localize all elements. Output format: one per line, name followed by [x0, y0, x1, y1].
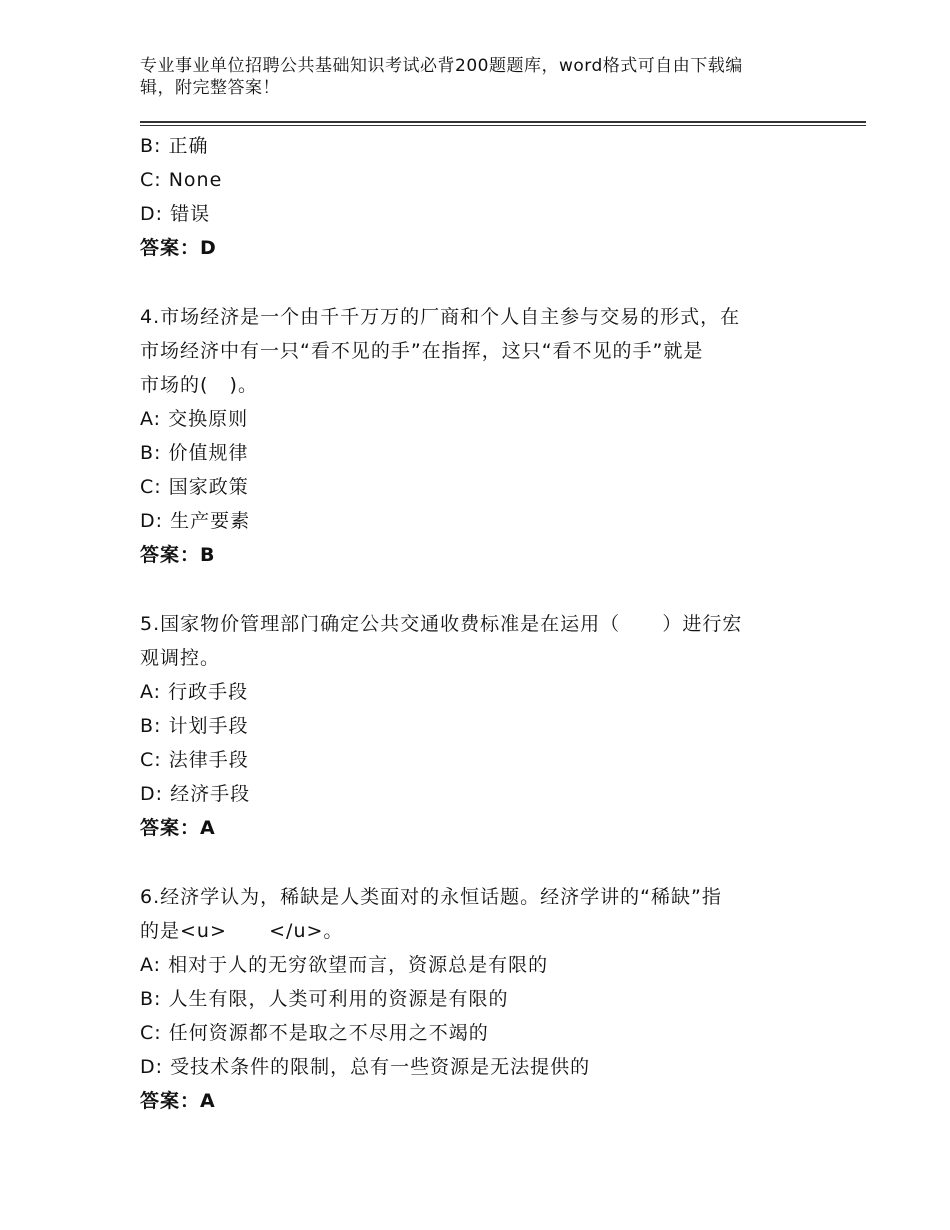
question-stem-line: 6.经济学认为，稀缺是人类面对的永恒话题。经济学讲的“稀缺”指	[140, 886, 722, 908]
question-4	[140, 300, 800, 572]
option-a: A: 交换原则	[140, 408, 249, 430]
question-stem-line: 的是<u> </u>。	[140, 920, 344, 942]
question-list	[140, 129, 800, 1118]
answer-label: 答案：D	[140, 237, 217, 259]
option-b: B: 人生有限，人类可利用的资源是有限的	[140, 988, 509, 1010]
option-c: C: 法律手段	[140, 749, 249, 771]
header-rule-thin	[140, 125, 866, 126]
header-rule-thick	[140, 121, 866, 123]
option-b: B: 计划手段	[140, 715, 249, 737]
option-c: C: 任何资源都不是取之不尽用之不竭的	[140, 1022, 489, 1044]
answer-label: 答案：A	[140, 817, 216, 839]
header-line-1: 专业事业单位招聘公共基础知识考试必背200题题库，word格式可自由下载编	[140, 56, 743, 76]
option-a: A: 行政手段	[140, 681, 249, 703]
question-stem-line: 4.市场经济是一个由千千万万的厂商和个人自主参与交易的形式，在	[140, 306, 741, 328]
question-6	[140, 880, 800, 1118]
question-stem-line: 观调控。	[140, 647, 221, 669]
question-stem-line: 市场经济中有一只“看不见的手”在指挥，这只“看不见的手”就是	[140, 340, 704, 362]
option-d: D: 经济手段	[140, 783, 251, 805]
option-d: D: 生产要素	[140, 510, 251, 532]
question-5	[140, 607, 800, 845]
option-c: C: 国家政策	[140, 476, 249, 498]
question-3	[140, 129, 800, 265]
option-a: A: 相对于人的无穷欲望而言，资源总是有限的	[140, 954, 549, 976]
question-stem-line: 市场的( )。	[140, 374, 258, 396]
option-d: D: 受技术条件的限制，总有一些资源是无法提供的	[140, 1056, 591, 1078]
answer-label: 答案：B	[140, 544, 216, 566]
option-c: C: None	[140, 169, 223, 191]
page-header	[140, 55, 800, 99]
header-line-2: 辑，附完整答案！	[140, 78, 280, 98]
option-b: B: 正确	[140, 135, 209, 157]
option-d: D: 错误	[140, 203, 211, 225]
option-b: B: 价值规律	[140, 442, 249, 464]
answer-label: 答案：A	[140, 1090, 216, 1112]
question-stem-line: 5.国家物价管理部门确定公共交通收费标准是在运用（ ）进行宏	[140, 613, 743, 635]
